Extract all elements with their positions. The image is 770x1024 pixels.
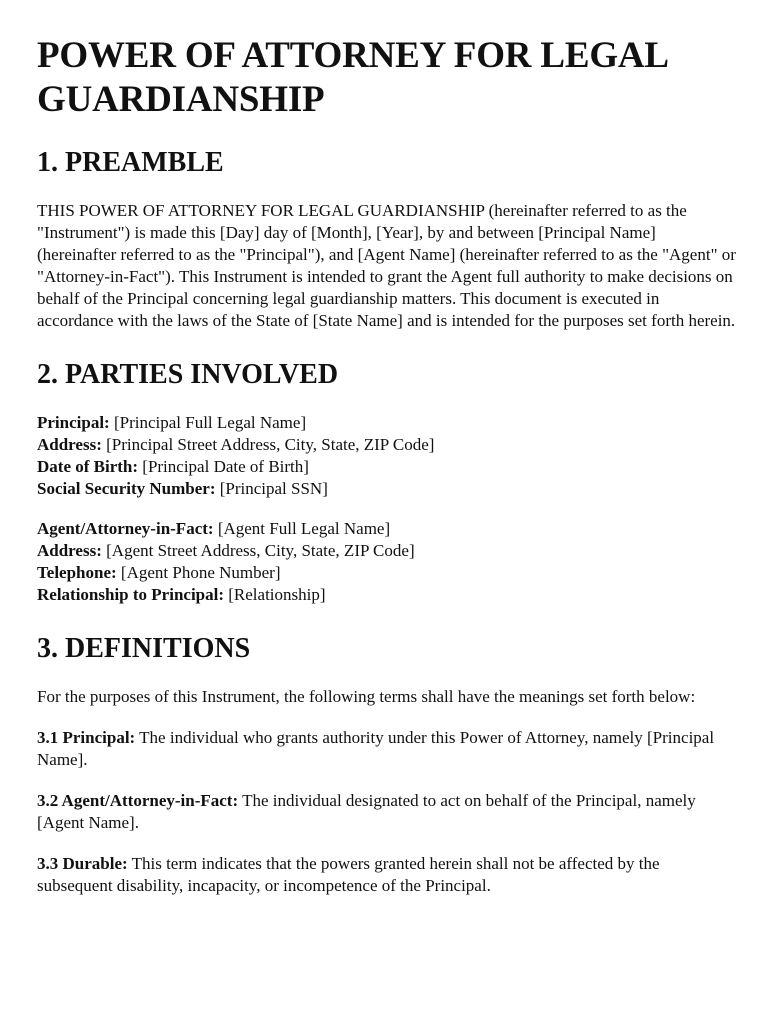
definition-text: This term indicates that the powers granted herein shall not be affected by the subsequent disability, incapacity, or incompetence of the Principal. [37, 854, 660, 895]
field-value: [Principal SSN] [215, 479, 328, 498]
agent-name-line [37, 518, 737, 540]
definition-item [37, 790, 737, 834]
field-value: [Agent Phone Number] [116, 563, 281, 582]
definition-term: 3.3 Durable: [37, 854, 128, 873]
preamble-section [37, 146, 737, 332]
agent-telephone-line [37, 562, 737, 584]
definitions-section [37, 632, 737, 897]
agent-address-line [37, 540, 737, 562]
field-label: Address: [37, 541, 102, 560]
definition-term: 3.1 Principal: [37, 728, 136, 747]
preamble-text: THIS POWER OF ATTORNEY FOR LEGAL GUARDIANSHIP (hereinafter referred to as the "Instrument") is made this [Day] day of [Month], [Year], by and between [Principal Name] (hereinafter referred to as the "Principal"), and [Agent Name] (hereinafter referred to as the "Agent" or "Attorney-in-Fact"). This Instrument is intended to grant the Agent full authority to make decisions on behalf of the Principal concerning legal guardianship matters. This document is executed in accordance with the laws of the State of [State Name] and is intended for the purposes set forth herein. [37, 201, 736, 330]
definitions-intro: For the purposes of this Instrument, the following terms shall have the meanings set forth below: [37, 687, 696, 706]
principal-address-line [37, 434, 737, 456]
field-label: Date of Birth: [37, 457, 139, 476]
principal-details [37, 412, 737, 500]
agent-relationship-line [37, 584, 737, 606]
preamble-heading: 1. PREAMBLE [37, 147, 224, 178]
field-label: Social Security Number: [37, 479, 216, 498]
definition-text: The individual who grants authority under this Power of Attorney, namely [Principal Name]. [37, 728, 715, 769]
field-value: [Relationship] [224, 585, 326, 604]
field-value: [Principal Street Address, City, State, ZIP Code] [101, 435, 435, 454]
definition-item [37, 853, 737, 897]
field-label: Principal: [37, 413, 110, 432]
document-title: POWER OF ATTORNEY FOR LEGAL GUARDIANSHIP [37, 35, 667, 120]
field-label: Agent/Attorney-in-Fact: [37, 519, 214, 538]
field-label: Address: [37, 435, 102, 454]
principal-dob-line [37, 456, 737, 478]
field-value: [Agent Full Legal Name] [213, 519, 391, 538]
agent-details [37, 518, 737, 606]
principal-ssn-line [37, 478, 737, 500]
definitions-heading: 3. DEFINITIONS [37, 633, 251, 664]
definition-item [37, 727, 737, 771]
parties-section [37, 358, 737, 606]
definition-text: The individual designated to act on behalf of the Principal, namely [Agent Name]. [37, 791, 696, 832]
document-page [37, 34, 737, 916]
field-label: Telephone: [37, 563, 117, 582]
principal-name-line [37, 412, 737, 434]
parties-heading: 2. PARTIES INVOLVED [37, 359, 339, 390]
field-value: [Principal Date of Birth] [138, 457, 309, 476]
field-value: [Principal Full Legal Name] [109, 413, 307, 432]
field-label: Relationship to Principal: [37, 585, 225, 604]
field-value: [Agent Street Address, City, State, ZIP Code] [101, 541, 415, 560]
definition-term: 3.2 Agent/Attorney-in-Fact: [37, 791, 239, 810]
